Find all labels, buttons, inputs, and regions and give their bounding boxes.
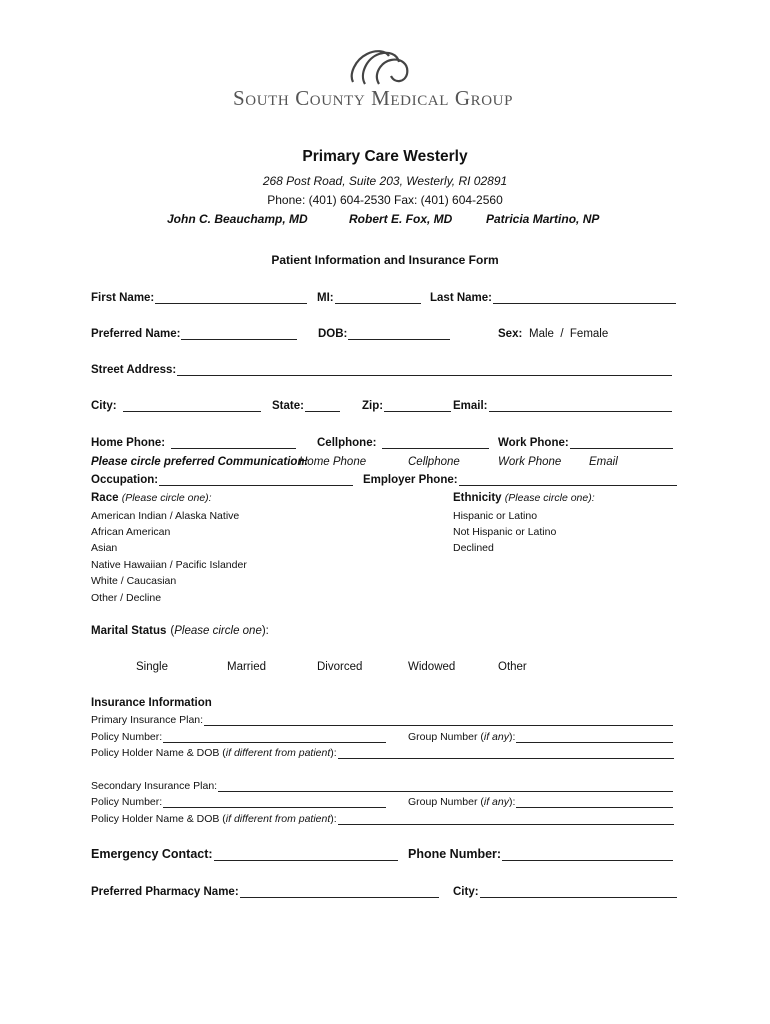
work-phone-field[interactable] <box>498 437 673 449</box>
practice-phone-fax: Phone: (401) 604-2530 Fax: (401) 604-2560 <box>267 193 503 207</box>
pharmacy-name-label: Preferred Pharmacy Name: <box>91 886 239 898</box>
wave-swirl-logo-icon <box>345 44 417 88</box>
zip-field[interactable] <box>362 400 451 412</box>
company-name: South County Medical Group <box>233 86 514 110</box>
occupation-label: Occupation: <box>91 474 159 486</box>
comm-option-cellphone[interactable]: Cellphone <box>408 456 460 468</box>
provider-3: Patricia Martino, NP <box>486 212 600 226</box>
occupation-field[interactable] <box>91 474 353 486</box>
preferred-name-field[interactable] <box>91 328 297 340</box>
sex-label: Sex: <box>498 328 523 340</box>
logo-mark <box>345 44 417 88</box>
email-label: Email: <box>453 400 488 412</box>
comm-option-home-phone[interactable]: Home Phone <box>299 456 367 468</box>
race-hint: (Please circle one): <box>121 492 212 504</box>
marital-option-other[interactable]: Other <box>498 661 527 673</box>
race-option[interactable]: Asian <box>91 542 118 554</box>
marital-option-married[interactable]: Married <box>227 661 266 673</box>
dob-field[interactable] <box>318 328 450 340</box>
provider-1: John C. Beauchamp, MD <box>167 212 308 226</box>
home-phone-field[interactable] <box>91 437 296 449</box>
last-name-field[interactable] <box>430 292 676 304</box>
marital-option-single[interactable]: Single <box>136 661 168 673</box>
race-heading <box>91 492 212 504</box>
communication-prompt: Please circle preferred Communication: <box>91 456 309 468</box>
pharmacy-city-field[interactable] <box>453 886 677 898</box>
comm-option-email[interactable]: Email <box>589 456 618 468</box>
mi-label: MI: <box>317 292 334 304</box>
marital-label: Marital Status <box>91 625 167 637</box>
holder-label: Policy Holder Name & DOB (if different from patient): <box>91 813 337 825</box>
practice-title: Primary Care Westerly <box>302 148 468 165</box>
first-name-field[interactable] <box>91 292 307 304</box>
pharmacy-city-label: City: <box>453 886 479 898</box>
marital-hint-close: ): <box>261 625 269 637</box>
home-phone-label: Home Phone: <box>91 437 166 449</box>
zip-label: Zip: <box>362 400 384 412</box>
race-label: Race <box>91 492 119 504</box>
marital-hint-open: ( <box>170 625 175 637</box>
cellphone-field[interactable] <box>317 437 489 449</box>
primary-group-number-field[interactable] <box>408 731 673 743</box>
secondary-group-number-field[interactable] <box>408 796 673 808</box>
race-option[interactable]: Other / Decline <box>91 592 162 604</box>
provider-2: Robert E. Fox, MD <box>349 212 453 226</box>
ethnicity-option[interactable]: Hispanic or Latino <box>453 510 538 522</box>
emergency-contact-field[interactable] <box>91 847 398 861</box>
ethnicity-heading <box>453 492 595 504</box>
policy-number-label: Policy Number: <box>91 731 163 743</box>
holder-label: Policy Holder Name & DOB (if different from patient): <box>91 747 337 759</box>
ethnicity-hint: (Please circle one): <box>504 492 595 504</box>
state-label: State: <box>272 400 304 412</box>
employer-phone-field[interactable] <box>363 474 677 486</box>
form-title: Patient Information and Insurance Form <box>271 253 499 267</box>
primary-holder-field[interactable] <box>91 747 674 759</box>
race-option[interactable]: Native Hawaiian / Pacific Islander <box>91 559 247 571</box>
dob-label: DOB: <box>318 328 348 340</box>
primary-plan-field[interactable] <box>91 714 673 726</box>
city-field[interactable] <box>91 400 261 412</box>
insurance-heading: Insurance Information <box>91 697 212 709</box>
emergency-phone-field[interactable] <box>408 847 673 861</box>
ethnicity-option[interactable]: Declined <box>453 542 494 554</box>
preferred-name-label: Preferred Name: <box>91 328 181 340</box>
sex-options[interactable]: Male / Female <box>529 328 609 340</box>
marital-option-widowed[interactable]: Widowed <box>408 661 456 673</box>
primary-plan-label: Primary Insurance Plan: <box>91 714 204 726</box>
practice-address: 268 Post Road, Suite 203, Westerly, RI 02891 <box>262 174 508 188</box>
group-number-label: Group Number (if any): <box>408 731 516 743</box>
emergency-contact-label: Emergency Contact: <box>91 847 213 861</box>
ethnicity-option[interactable]: Not Hispanic or Latino <box>453 526 557 538</box>
secondary-holder-field[interactable] <box>91 813 674 825</box>
work-phone-label: Work Phone: <box>498 437 569 449</box>
secondary-plan-label: Secondary Insurance Plan: <box>91 780 218 792</box>
ethnicity-label: Ethnicity <box>453 492 502 504</box>
last-name-label: Last Name: <box>430 292 492 304</box>
mi-field[interactable] <box>317 292 421 304</box>
city-label: City: <box>91 400 117 412</box>
street-address-label: Street Address: <box>91 364 177 376</box>
secondary-policy-number-field[interactable] <box>91 796 386 808</box>
marital-heading <box>91 625 269 637</box>
race-option[interactable]: White / Caucasian <box>91 575 177 587</box>
first-name-label: First Name: <box>91 292 155 304</box>
logo-name <box>233 86 513 111</box>
race-option[interactable]: African American <box>91 526 171 538</box>
primary-policy-number-field[interactable] <box>91 731 386 743</box>
state-field[interactable] <box>272 400 340 412</box>
email-field[interactable] <box>453 400 672 412</box>
employer-phone-label: Employer Phone: <box>363 474 458 486</box>
marital-option-divorced[interactable]: Divorced <box>317 661 363 673</box>
comm-option-work-phone[interactable]: Work Phone <box>498 456 562 468</box>
emergency-phone-label: Phone Number: <box>408 847 502 861</box>
street-address-field[interactable] <box>91 364 672 376</box>
group-number-label: Group Number (if any): <box>408 796 516 808</box>
race-option[interactable]: American Indian / Alaska Native <box>91 510 240 522</box>
marital-hint: Please circle one <box>174 625 262 637</box>
pharmacy-name-field[interactable] <box>91 886 439 898</box>
secondary-plan-field[interactable] <box>91 780 673 792</box>
cellphone-label: Cellphone: <box>317 437 377 449</box>
policy-number-label: Policy Number: <box>91 796 163 808</box>
